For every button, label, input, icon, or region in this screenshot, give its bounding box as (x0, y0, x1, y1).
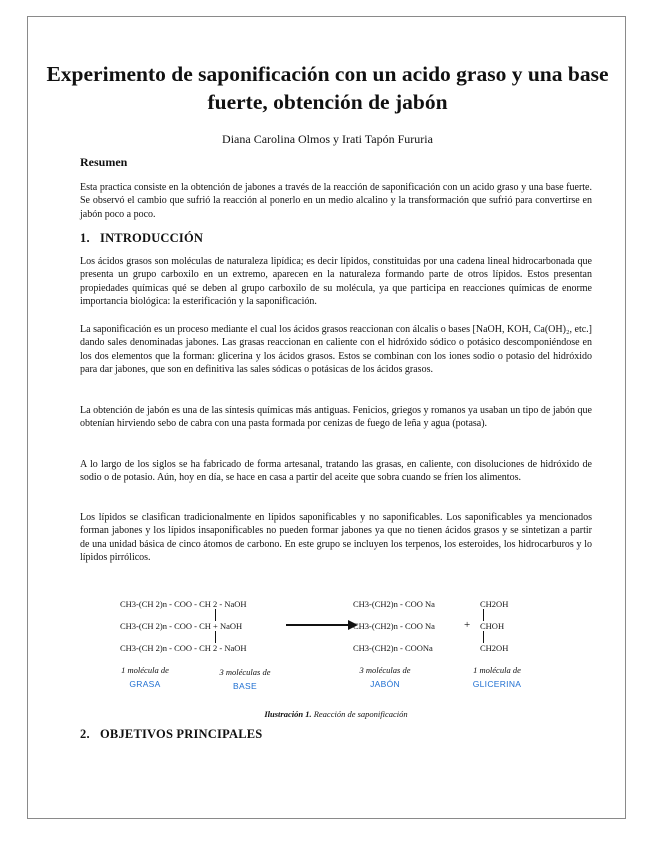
label-glicerina-count: 1 molécula de (473, 665, 521, 675)
intro-paragraph-1: Los ácidos grasos son moléculas de naturaleza lipídica; es decir lípidos, constituidas por una cadena lineal hidrocarbonada que presenta un grupo carboxilo en un extremo, aparecen en la naturaleza formando parte de otros lípidos. Estos presentan propiedades químicas qué se deben al grupo carboxilo de su molécula, ya que participa en reacciones químicas de enorme importancia biológica: la esterificación y la saponificación. (80, 256, 592, 308)
soap-line-2: CH3-(CH2)n - COO Na (353, 621, 435, 631)
label-grasa-count: 1 molécula de (121, 665, 169, 675)
intro-paragraph-3: La obtención de jabón es una de las síntesis químicas más antiguas. Fenicios, griegos y romanos ya usaban un tipo de jabón que obtenían hirviendo sebo de cabra con una pasta formada por cenizas de fuego de leña y agua (potasa). (80, 405, 592, 430)
section-heading-objetivos (80, 727, 262, 742)
reactant-line-2: CH3-(CH 2)n - COO - CH + NaOH (120, 621, 243, 631)
intro-paragraph-2: La saponificación es un proceso mediante el cual los ácidos grasos reaccionan con álcalis o bases [NaOH, KOH, Ca(OH)₂, etc.] dando sales denominadas jabones. Las grasas reaccionan en caliente con el hidróxido sódico o potásico descomponiéndose en los dos elementos que la forman: glicerina y los ácidos grasos. Estos se combinan con los iones sodio o potasio del hidróxido para dar jabones, que son en definitiva las sales sódicas o potásicas de los ácidos grasos. (80, 324, 592, 376)
label-jabon: JABÓN (370, 679, 400, 689)
section-title: INTRODUCCIÓN (100, 231, 204, 245)
label-jabon-count: 3 moléculas de (359, 665, 411, 675)
reactant-line-3: CH3-(CH 2)n - COO - CH 2 - NaOH (120, 643, 247, 653)
label-glicerina: GLICERINA (472, 679, 522, 689)
caption-label: Ilustración 1. (264, 709, 312, 719)
soap-line-1: CH3-(CH2)n - COO Na (353, 599, 435, 609)
intro-paragraph-4: A lo largo de los siglos se ha fabricado de forma artesanal, tratando las grasas, en caliente, con disoluciones de hidróxido de sodio o de potasio. Aún, hoy en día, se hace en casa a partir del aceite que sobra cuando se fríen los alimentos. (80, 459, 592, 484)
glycerin-bond-lower (483, 631, 484, 643)
label-grasa: GRASA (129, 679, 161, 689)
glycerin-bond-upper (483, 609, 484, 621)
section-number: 1. (80, 231, 90, 245)
glycerol-bond-lower (215, 631, 216, 643)
abstract-heading: Resumen (80, 155, 128, 169)
section-number: 2. (80, 727, 90, 741)
soap-line-3: CH3-(CH2)n - COONa (353, 643, 433, 653)
section-title: OBJETIVOS PRINCIPALES (100, 727, 263, 741)
reactant-line-1: CH3-(CH 2)n - COO - CH 2 - NaOH (120, 599, 247, 609)
caption-text: Reacción de saponificación (311, 709, 408, 719)
section-heading-introduccion (80, 231, 203, 246)
intro-paragraph-5: Los lípidos se clasifican tradicionalmente en lípidos saponificables y no saponificables. Los saponificables ya mencionados forman jabones y los lípidos insaponificables no pueden formar jabones ya que no tienen ácidos grasos y se sintetizan a partir de una unidad básica de cinco átomos de carbono. En este grupo se incluyen los terpenos, los esteroides, los hidrocarburos y lo lípidos pirrólicos. (80, 512, 592, 564)
paper-title: Experimento de saponificación con un acido graso y una base fuerte, obtención de jabón (46, 62, 609, 114)
glycerol-bond-upper (215, 609, 216, 621)
label-base-count: 3 moléculas de (219, 667, 271, 677)
glycerin-line-3: CH2OH (480, 643, 509, 653)
glycerin-line-1: CH2OH (480, 599, 509, 609)
reaction-arrow-line (286, 624, 350, 626)
figure-caption (80, 709, 592, 719)
saponification-reaction-figure (100, 595, 560, 705)
authors: Diana Carolina Olmos y Irati Tapón Fururia (222, 132, 433, 146)
label-base: BASE (233, 681, 257, 691)
glycerin-line-2: CHOH (480, 621, 505, 631)
plus-sign: + (464, 619, 471, 631)
abstract-text: Esta practica consiste en la obtención de jabones a través de la reacción de saponificación con un acido graso y una base fuerte. Se observó el cambio que sufrió la reacción al ponerlo en un medio alcalino y la transformación que sufrió para convertirse en jabón poco a poco. (80, 182, 592, 220)
